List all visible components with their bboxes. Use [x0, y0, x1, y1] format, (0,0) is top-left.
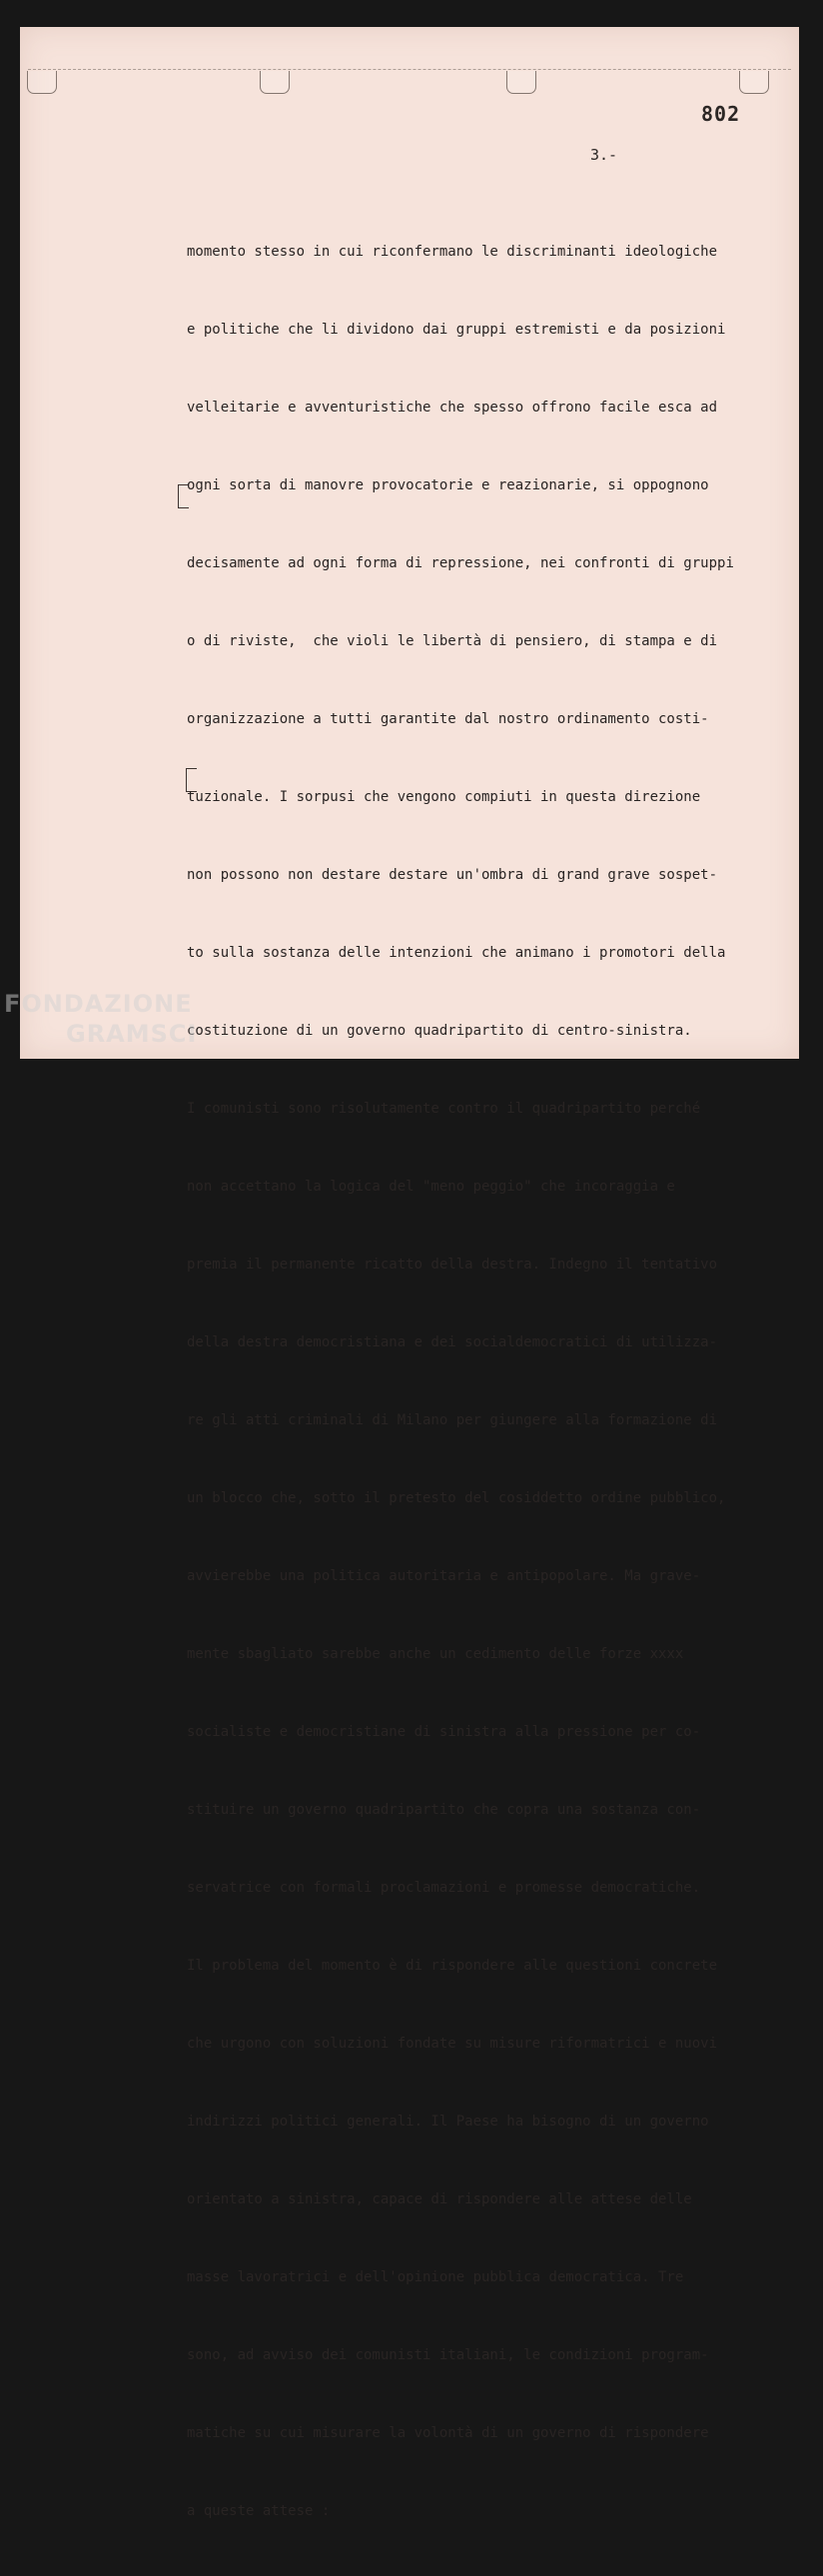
body-text — [187, 187, 786, 2576]
text-line: premia il permanente ricatto della destra. Indegno il tentativo — [187, 1257, 718, 1273]
text-line: servatrice con formali proclamazioni e promesse democratiche. — [187, 1880, 701, 1896]
text-line: costituzione di un governo quadripartito di centro-sinistra. — [187, 1023, 692, 1039]
text-line: stituire un governo quadripartito che copra una sostanza con- — [187, 1802, 701, 1818]
text-line: decisamente ad ogni forma di repressione, nei confronti di gruppi — [187, 555, 734, 571]
binding-clip — [506, 71, 536, 94]
text-line: che urgono con soluzioni fondate su misure riformatrici e nuovi — [187, 2036, 718, 2052]
text-line: indirizzi politici generali. Il Paese ha bisogno di un governo — [187, 2114, 709, 2130]
text-line: mente sbagliato sarebbe anche un cedimento delle forze xxxx — [187, 1646, 684, 1662]
text-line: velleitarie e avventuristiche che spesso offrono facile esca ad — [187, 400, 718, 416]
text-line: ogni sorta di manovre provocatorie e reazionarie, si oppognono — [187, 477, 709, 493]
text-line: momento stesso in cui riconfermano le discriminanti ideologiche — [187, 244, 718, 260]
section-number: 3.- — [590, 146, 618, 164]
text-line: della destra democristiana e dei socialdemocratici di utilizza- — [187, 1334, 718, 1350]
page-number: 802 — [701, 102, 741, 126]
binding-perforation — [28, 69, 791, 84]
watermark-line: GRAMSCI — [66, 1020, 198, 1048]
binding-clip — [739, 71, 769, 94]
text-line: re gli atti criminali di Milano per giungere alla formazione di — [187, 1412, 718, 1428]
text-line: organizzazione a tutti garantite dal nostro ordinamento costi- — [187, 711, 709, 727]
text-line: a queste attese : — [187, 2503, 331, 2519]
text-line: socialiste e democristiane di sinistra alla pressione per co- — [187, 1724, 701, 1740]
binding-clip — [260, 71, 290, 94]
text-line: non possono non destare destare un'ombra di grand grave sospet- — [187, 867, 718, 883]
watermark-line: FONDAZIONE — [4, 990, 193, 1018]
text-line: tuzionale. I sorpusi che vengono compiuti in questa direzione — [187, 789, 701, 805]
text-line: to sulla sostanza delle intenzioni che animano i promotori della — [187, 945, 726, 961]
text-line: non accettano la logica del "meno peggio" che incoraggia e — [187, 1179, 675, 1195]
text-line: Il problema del momento è di rispondere alle questioni concrete — [187, 1958, 718, 1974]
text-line: masse lavoratrici e dell'opinione pubblica democratica. Tre — [187, 2269, 684, 2285]
text-line: un blocco che, sotto il pretesto del cosiddetto ordine pubblico, — [187, 1490, 726, 1506]
fondazione-gramsci-watermark — [4, 989, 197, 1049]
text-line: avvierebbe una politica autoritaria e antipopolare. Ma grave- — [187, 1568, 701, 1584]
binding-clip — [27, 71, 57, 94]
text-line: orientato a sinistra, capace di rispondere alle attese delle — [187, 2191, 692, 2207]
text-line: I comunisti sono risolutamente contro il quadripartito perché — [187, 1101, 701, 1117]
text-line: sono, ad avviso dei comunisti italiani, le condizioni program- — [187, 2347, 709, 2363]
text-line: e politiche che li dividono dai gruppi estremisti e da posizioni — [187, 322, 726, 338]
text-line: matiche su cui misurare la volontà di un governo di rispondere — [187, 2425, 709, 2441]
document-page — [20, 27, 799, 2519]
text-line: o di riviste, che violi le libertà di pensiero, di stampa e di — [187, 633, 718, 649]
